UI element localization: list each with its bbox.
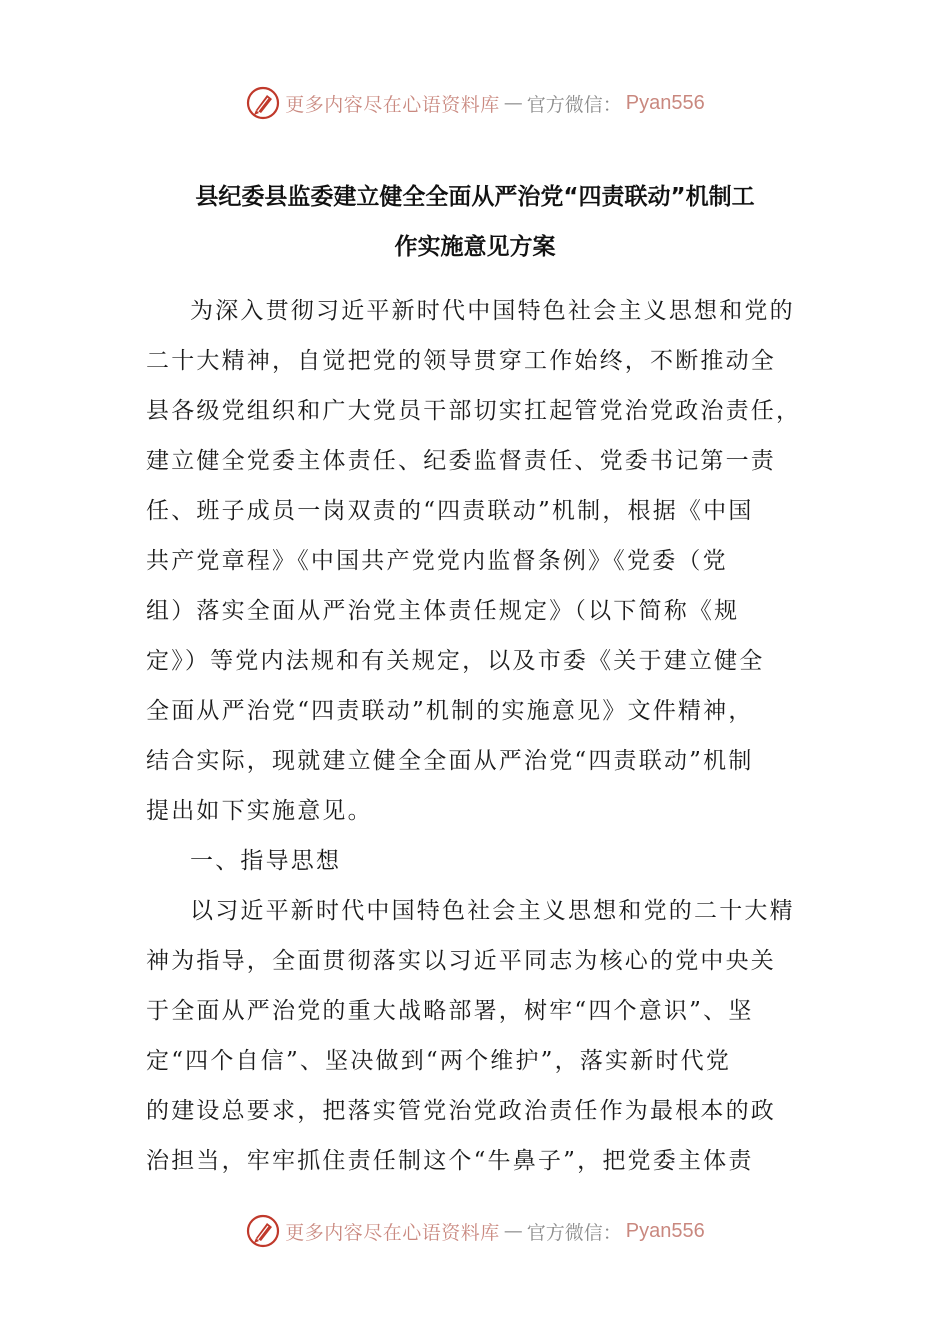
banner-contact-label: 官方微信： [526,93,622,116]
banner-contact-id: Pyan556 [625,91,705,114]
banner-contact-label: 官方微信： [526,1221,622,1244]
banner-dash: — [503,1220,523,1242]
banner-brand-text: 更多内容尽在心语资料库 [285,1221,500,1244]
footer-watermark-banner [0,1206,950,1256]
fountain-pen-nib-icon [245,1213,281,1249]
body-line: 为深入贯彻习近平新时代中国特色社会主义思想和党的 [190,298,795,324]
body-line: 共产党章程》《中国共产党党内监督条例》《党委（党 [146,548,728,574]
banner-brand-text: 更多内容尽在心语资料库 [285,93,500,116]
body-line: 的建设总要求，把落实管党治党政治责任作为最根本的政 [146,1098,776,1124]
body-line: 任、班子成员一岗双责的“四责联动”机制，根据《中国 [146,498,754,524]
body-line: 治担当，牢牢抓住责任制这个“牛鼻子”，把党委主体责 [146,1148,754,1174]
body-line: 县各级党组织和广大党员干部切实扛起管党治党政治责任， [146,398,802,424]
body-line: 神为指导，全面贯彻落实以习近平同志为核心的党中央关 [146,948,776,974]
body-line: 全面从严治党“四责联动”机制的实施意见》文件精神， [146,698,754,724]
header-watermark-banner [0,78,950,128]
body-line: 二十大精神，自觉把党的领导贯穿工作始终，不断推动全 [146,348,776,374]
body-line: 结合实际，现就建立健全全面从严治党“四责联动”机制 [146,748,754,774]
banner-dash: — [503,92,523,114]
banner-contact-id: Pyan556 [625,1219,705,1242]
body-line: 以习近平新时代中国特色社会主义思想和党的二十大精 [190,898,795,924]
body-line: 定“四个自信”、坚决做到“两个维护”，落实新时代党 [146,1048,732,1074]
fountain-pen-nib-icon [245,85,281,121]
body-line: 建立健全党委主体责任、纪委监督责任、党委书记第一责 [146,448,776,474]
section-heading: 一、指导思想 [190,848,342,874]
body-line: 组）落实全面从严治党主体责任规定》（以下简称《规 [146,598,740,624]
document-title-line-2: 作实施意见方案 [394,234,556,260]
body-line: 定》）等党内法规和有关规定，以及市委《关于建立健全 [146,648,765,674]
body-line: 提出如下实施意见。 [146,798,373,824]
document-title-line-1: 县纪委县监委建立健全全面从严治党“四责联动”机制工 [195,184,755,210]
body-line: 于全面从严治党的重大战略部署，树牢“四个意识”、坚 [146,998,754,1024]
